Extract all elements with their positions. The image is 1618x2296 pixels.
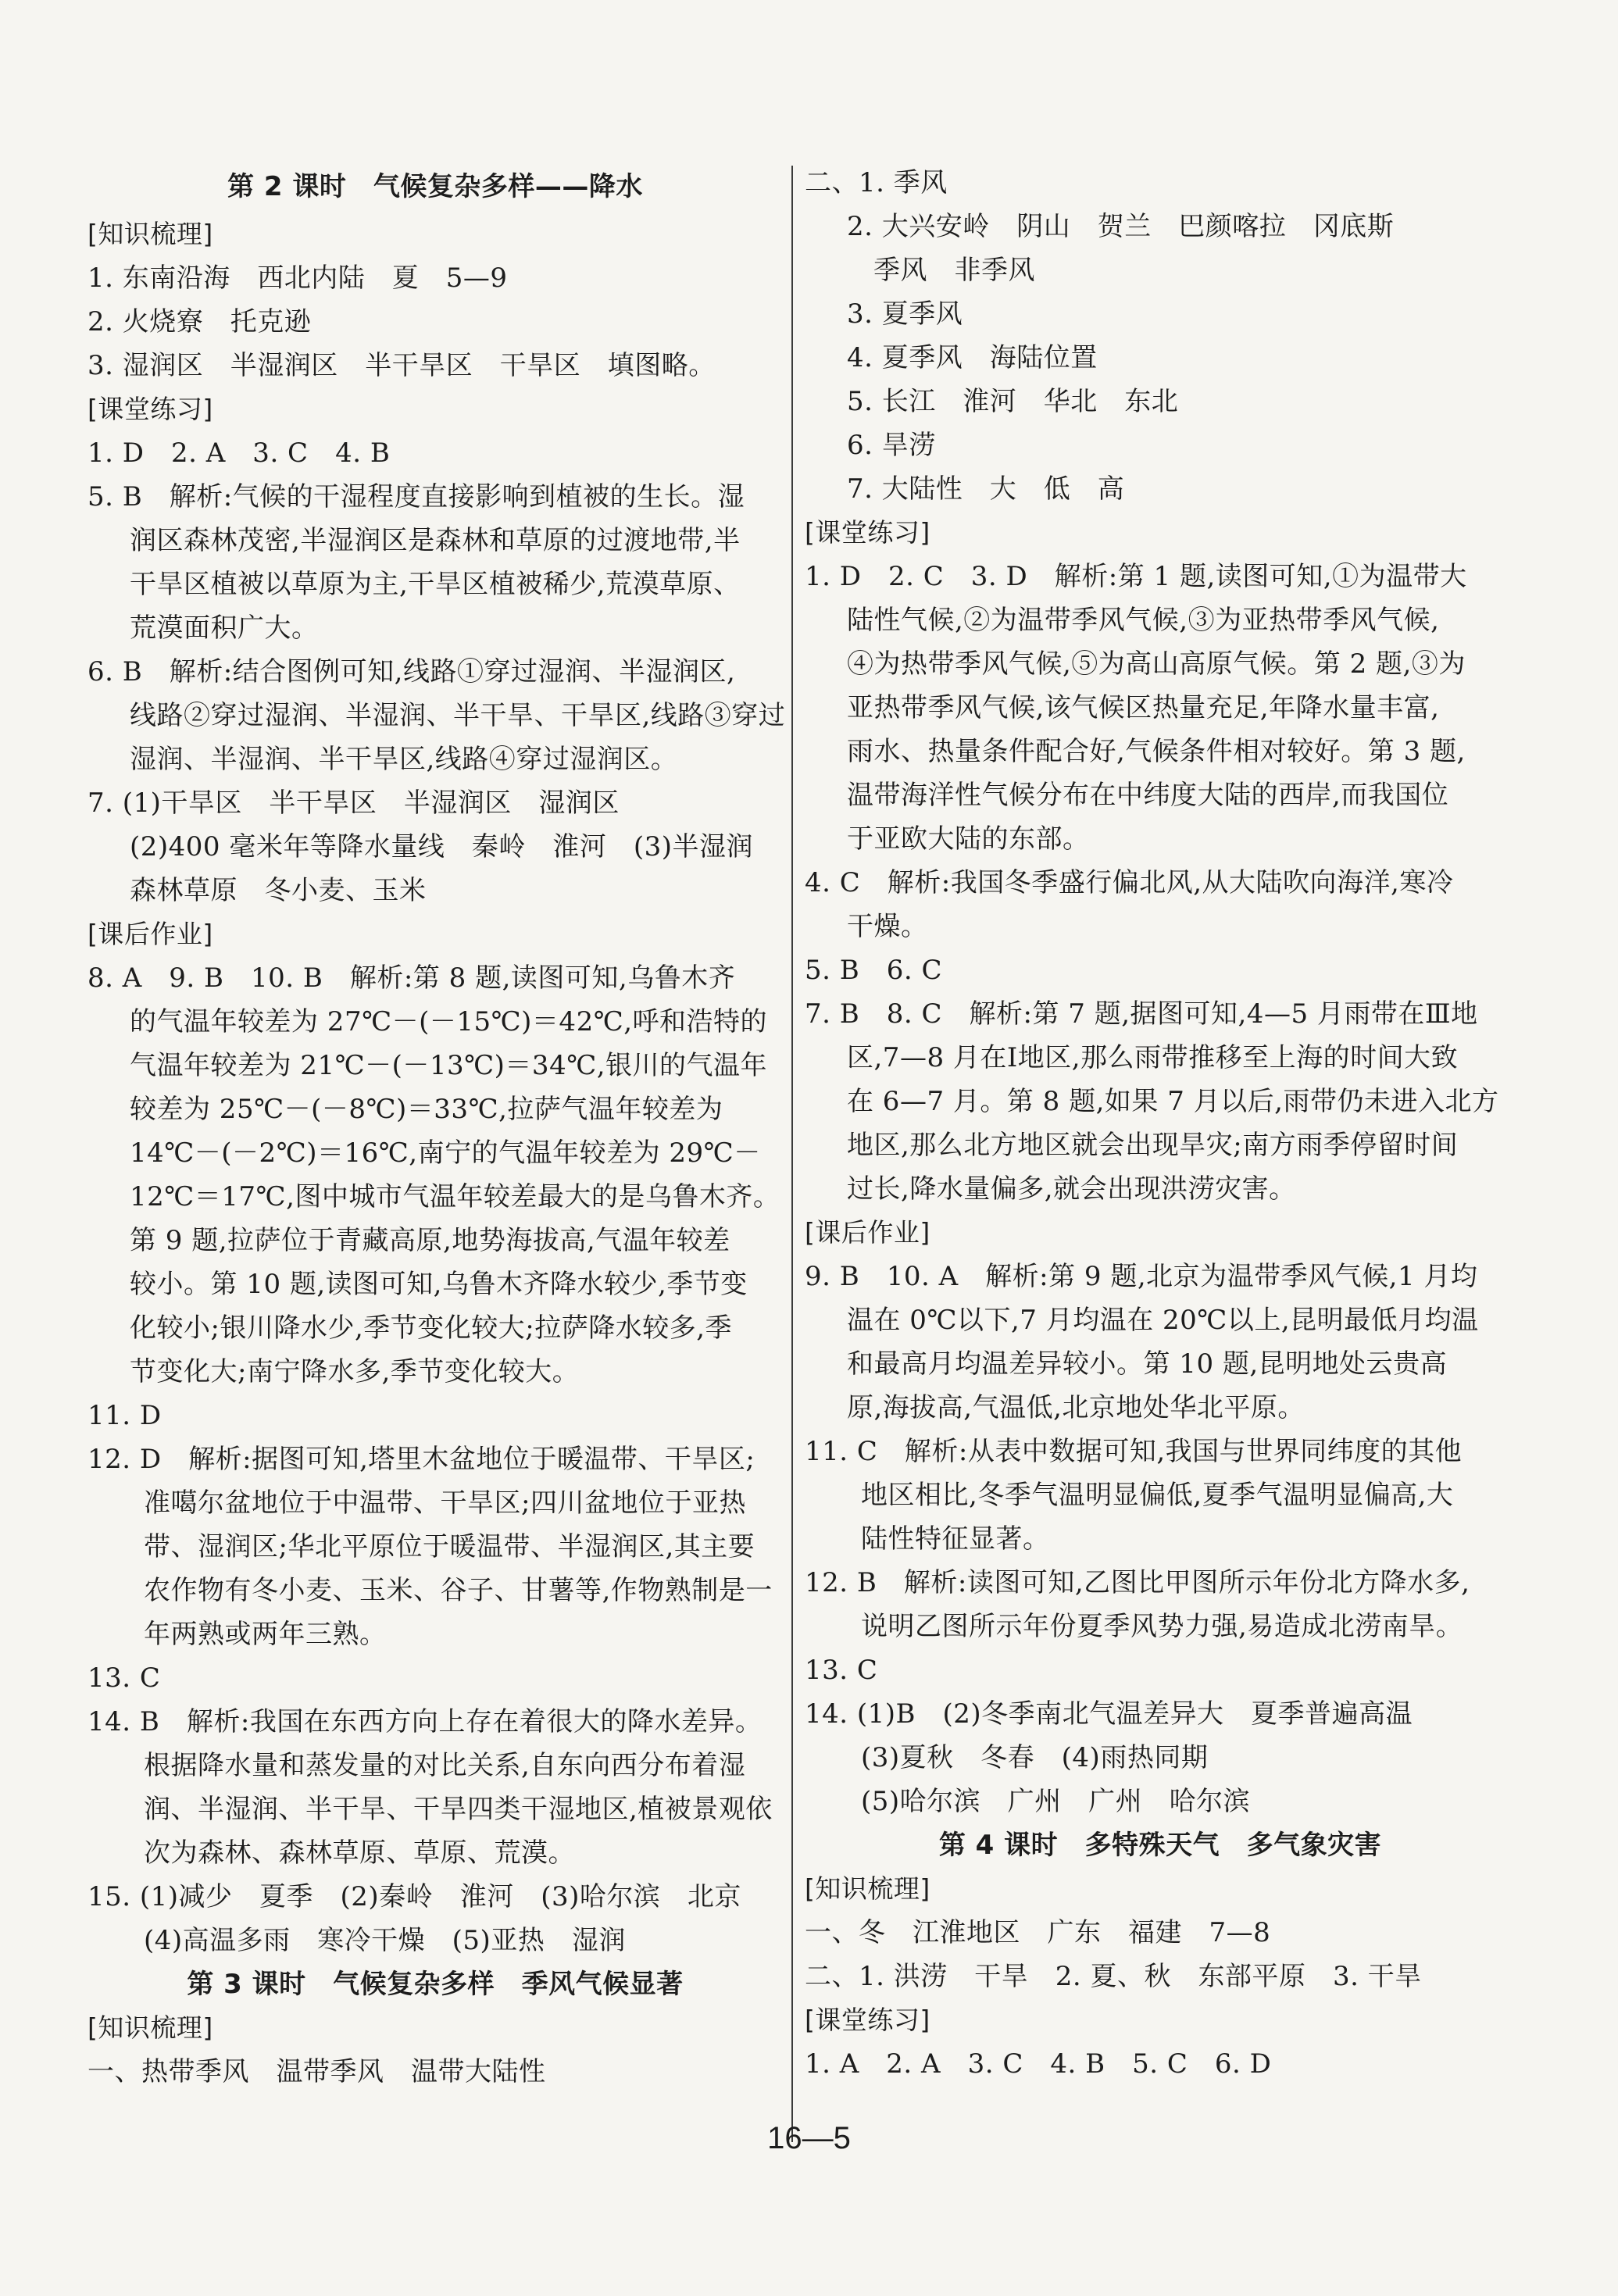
answer-line: 一、冬 江淮地区 广东 福建 7—8: [805, 1917, 1271, 1948]
column-divider: [791, 166, 793, 2142]
answer-line: 15. (1)减少 夏季 (2)秦岭 淮河 (3)哈尔滨 北京: [88, 1881, 741, 1912]
answer-line: (5)哈尔滨 广州 广州 哈尔滨: [861, 1786, 1251, 1817]
answer-line: 6. B 解析:结合图例可知,线路①穿过湿润、半湿润区,: [88, 656, 736, 687]
answer-line: 二、1. 季风: [805, 167, 948, 198]
section-heading: [知识梳理]: [805, 1873, 930, 1904]
section-heading: [知识梳理]: [88, 219, 213, 249]
answer-line: 2. 大兴安岭 阴山 贺兰 巴颜喀拉 冈底斯: [847, 211, 1395, 242]
answer-line: 准噶尔盆地位于中温带、干旱区;四川盆地位于亚热: [144, 1487, 746, 1519]
answer-line: 12. D 解析:据图可知,塔里木盆地位于暖温带、干旱区;: [88, 1444, 755, 1475]
answer-line: 化较小;银川降水少,季节变化较大;拉萨降水较多,季: [130, 1312, 733, 1344]
section-heading: [课堂练习]: [805, 517, 930, 548]
answer-line: 于亚欧大陆的东部。: [847, 823, 1090, 855]
answer-line: 农作物有冬小麦、玉米、谷子、甘薯等,作物熟制是一: [144, 1575, 773, 1606]
answer-line: 雨水、热量条件配合好,气候条件相对较好。第 3 题,: [847, 736, 1466, 767]
answer-line: 1. D 2. A 3. C 4. B: [88, 437, 391, 469]
lesson-title: 第 4 课时 多特殊天气 多气象灾害: [938, 1830, 1382, 1861]
answer-line: 11. C 解析:从表中数据可知,我国与世界同纬度的其他: [805, 1436, 1463, 1467]
answer-line: 和最高月均温差异较小。第 10 题,昆明地处云贵高: [847, 1348, 1448, 1380]
answer-line: 3. 夏季风: [847, 298, 963, 330]
answer-line: 14℃－(－2℃)＝16℃,南宁的气温年较差为 29℃－: [130, 1137, 761, 1169]
answer-line: 润区森林茂密,半湿润区是森林和草原的过渡地带,半: [130, 525, 741, 556]
answer-line: 润、半湿润、半干旱、干旱四类干湿地区,植被景观依: [144, 1794, 773, 1825]
answer-line: 9. B 10. A 解析:第 9 题,北京为温带季风气候,1 月均: [805, 1261, 1478, 1292]
answer-line: 7. B 8. C 解析:第 7 题,据图可知,4—5 月雨带在Ⅲ地: [805, 998, 1478, 1030]
section-heading: [课后作业]: [88, 919, 213, 949]
answer-line: (2)400 毫米年等降水量线 秦岭 淮河 (3)半湿润: [130, 831, 754, 862]
right-column: [805, 161, 1516, 2086]
answer-line: 13. C: [88, 1662, 161, 1694]
answer-line: 较差为 25℃－(－8℃)＝33℃,拉萨气温年较差为: [130, 1094, 723, 1125]
answer-line: 1. 东南沿海 西北内陆 夏 5—9: [88, 262, 508, 294]
answer-line: 二、1. 洪涝 干旱 2. 夏、秋 东部平原 3. 干旱: [805, 1961, 1422, 1992]
answer-line: 湿润、半湿润、半干旱区,线路④穿过湿润区。: [130, 744, 678, 775]
answer-line: 12℃＝17℃,图中城市气温年较差最大的是乌鲁木齐。: [130, 1181, 780, 1212]
section-heading: [知识梳理]: [88, 2012, 213, 2043]
answer-line: 说明乙图所示年份夏季风势力强,易造成北涝南旱。: [861, 1611, 1463, 1642]
section-heading: [课堂练习]: [805, 2005, 930, 2035]
answer-line: 5. B 6. C: [805, 955, 942, 986]
answer-line: ④为热带季风气候,⑤为高山高原气候。第 2 题,③为: [847, 648, 1466, 680]
answer-line: 12. B 解析:读图可知,乙图比甲图所示年份北方降水多,: [805, 1567, 1470, 1598]
answer-line: 第 9 题,拉萨位于青藏高原,地势海拔高,气温年较差: [130, 1225, 730, 1256]
answer-line: 5. 长江 淮河 华北 东北: [847, 386, 1179, 417]
answer-line: 6. 旱涝: [847, 430, 936, 461]
answer-line: 7. 大陆性 大 低 高: [847, 473, 1125, 505]
lesson-title: 第 2 课时 气候复杂多样——降水: [227, 171, 643, 202]
lesson-title: 第 3 课时 气候复杂多样 季风气候显著: [187, 1969, 684, 2000]
answer-line: 根据降水量和蒸发量的对比关系,自东向西分布着湿: [144, 1750, 746, 1781]
answer-line: 荒漠面积广大。: [130, 612, 319, 644]
answer-line: 一、热带季风 温带季风 温带大陆性: [88, 2056, 546, 2087]
answer-line: 4. C 解析:我国冬季盛行偏北风,从大陆吹向海洋,寒冷: [805, 867, 1454, 898]
answer-line: 年两熟或两年三熟。: [144, 1619, 387, 1650]
answer-line: 5. B 解析:气候的干湿程度直接影响到植被的生长。湿: [88, 481, 745, 512]
answer-line: 陆性气候,②为温带季风气候,③为亚热带季风气候,: [847, 605, 1440, 636]
answer-line: 节变化大;南宁降水多,季节变化较大。: [130, 1356, 580, 1387]
answer-line: 陆性特征显著。: [861, 1523, 1050, 1555]
answer-line: (3)夏秋 冬春 (4)雨热同期: [861, 1742, 1209, 1773]
answer-line: 4. 夏季风 海陆位置: [847, 342, 1098, 373]
answer-line: 8. A 9. B 10. B 解析:第 8 题,读图可知,乌鲁木齐: [88, 962, 736, 994]
answer-line: 亚热带季风气候,该气候区热量充足,年降水量丰富,: [847, 692, 1440, 723]
answer-line: 1. D 2. C 3. D 解析:第 1 题,读图可知,①为温带大: [805, 561, 1467, 592]
answer-line: 的气温年较差为 27℃－(－15℃)＝42℃,呼和浩特的: [130, 1006, 768, 1037]
answer-line: 7. (1)干旱区 半干旱区 半湿润区 湿润区: [88, 787, 620, 819]
section-heading: [课堂练习]: [88, 394, 213, 424]
answer-line: 区,7—8 月在Ⅰ地区,那么雨带推移至上海的时间大致: [847, 1042, 1459, 1073]
answer-line: 13. C: [805, 1655, 878, 1686]
answer-line: 11. D: [88, 1400, 162, 1431]
answer-line: 2. 火烧寮 托克逊: [88, 306, 312, 337]
answer-line: 14. B 解析:我国在东西方向上存在着很大的降水差异。: [88, 1706, 763, 1737]
answer-line: 14. (1)B (2)冬季南北气温差异大 夏季普遍高温: [805, 1698, 1413, 1730]
answer-line: 线路②穿过湿润、半湿润、半干旱、干旱区,线路③穿过: [130, 700, 786, 731]
answer-line: 季风 非季风: [873, 255, 1035, 286]
answer-line: 次为森林、森林草原、草原、荒漠。: [144, 1837, 575, 1869]
left-column: [88, 161, 786, 2094]
section-heading: [课后作业]: [805, 1217, 930, 1248]
answer-line: 过长,降水量偏多,就会出现洪涝灾害。: [847, 1173, 1296, 1205]
page-number: 16—5: [767, 2121, 851, 2155]
answer-line: 气温年较差为 21℃－(－13℃)＝34℃,银川的气温年: [130, 1050, 768, 1081]
answer-line: 地区相比,冬季气温明显偏低,夏季气温明显偏高,大: [861, 1480, 1454, 1511]
answer-line: 在 6—7 月。第 8 题,如果 7 月以后,雨带仍未进入北方: [847, 1086, 1499, 1117]
answer-line: 干旱区植被以草原为主,干旱区植被稀少,荒漠草原、: [130, 569, 741, 600]
answer-line: 温在 0℃以下,7 月均温在 20℃以上,昆明最低月均温: [847, 1305, 1479, 1336]
answer-line: 3. 湿润区 半湿润区 半干旱区 干旱区 填图略。: [88, 350, 716, 381]
answer-line: 带、湿润区;华北平原位于暖温带、半湿润区,其主要: [144, 1531, 755, 1562]
answer-line: 干燥。: [847, 911, 928, 942]
answer-line: (4)高温多雨 寒冷干燥 (5)亚热 湿润: [144, 1925, 626, 1956]
answer-line: 温带海洋性气候分布在中纬度大陆的西岸,而我国位: [847, 780, 1449, 811]
answer-line: 较小。第 10 题,读图可知,乌鲁木齐降水较少,季节变: [130, 1269, 748, 1300]
answer-line: 原,海拔高,气温低,北京地处华北平原。: [847, 1392, 1305, 1423]
answer-line: 森林草原 冬小麦、玉米: [130, 875, 427, 906]
answer-line: 1. A 2. A 3. C 4. B 5. C 6. D: [805, 2048, 1272, 2080]
answer-line: 地区,那么北方地区就会出现旱灾;南方雨季停留时间: [847, 1130, 1459, 1161]
